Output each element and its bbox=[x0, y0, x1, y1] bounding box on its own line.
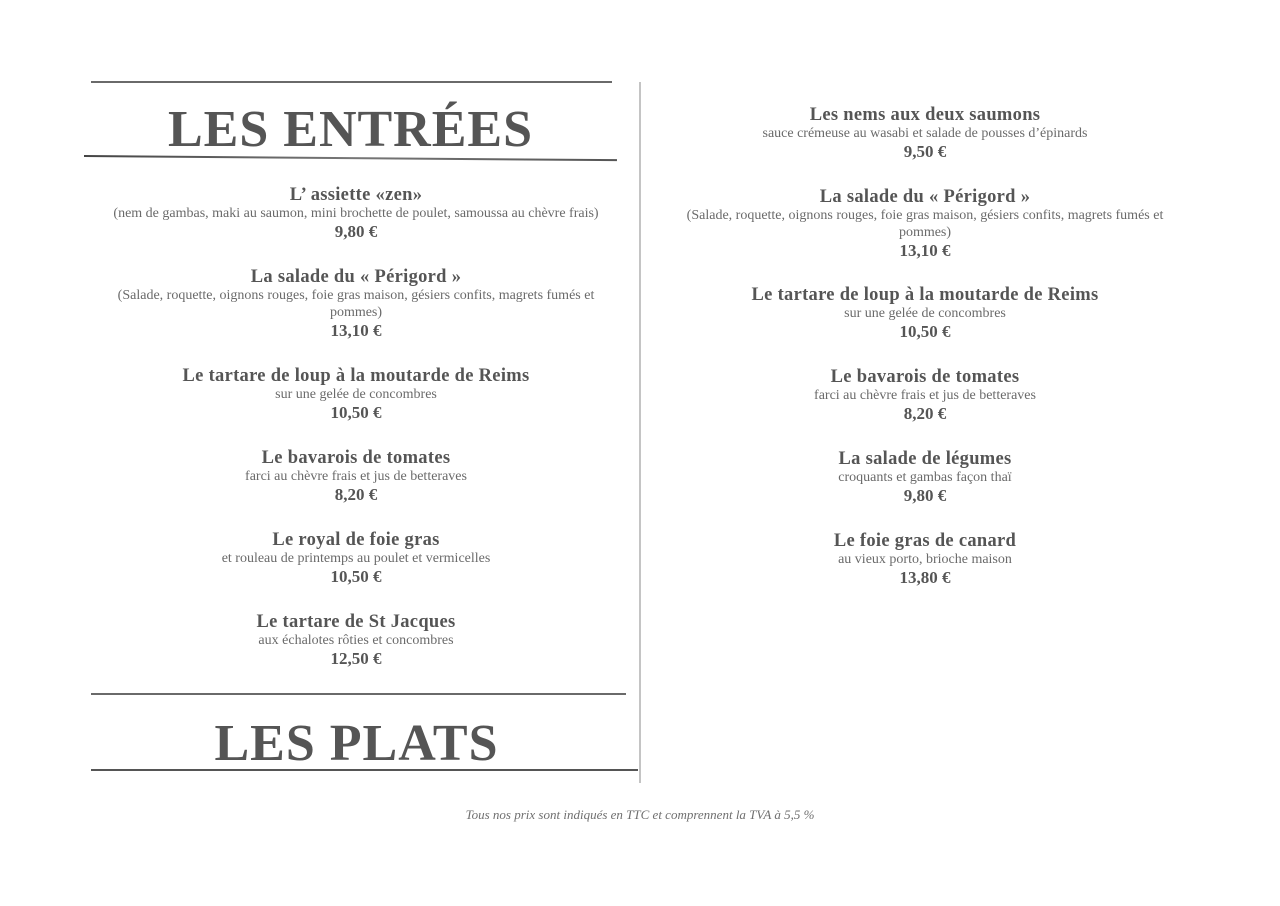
item-description: sur une gelée de concombres bbox=[844, 306, 1006, 321]
column-divider bbox=[639, 82, 641, 783]
item-name: Le tartare de St Jacques bbox=[256, 612, 456, 632]
item-description: (Salade, roquette, oignons rouges, foie gras maison, gésiers confits, magrets fumés et pommes) bbox=[117, 288, 595, 320]
menu-item bbox=[665, 367, 1185, 424]
menu-item bbox=[86, 366, 626, 423]
item-price: 9,50 € bbox=[903, 142, 947, 161]
item-name: La salade du « Périgord » bbox=[819, 187, 1031, 207]
item-price: 13,80 € bbox=[899, 568, 951, 587]
item-price: 13,10 € bbox=[330, 321, 382, 340]
item-name: La salade de légumes bbox=[838, 449, 1012, 469]
item-name: Le bavarois de tomates bbox=[830, 367, 1020, 387]
item-description: farci au chèvre frais et jus de betteraves bbox=[814, 388, 1036, 403]
item-price: 13,10 € bbox=[899, 241, 951, 260]
item-price: 10,50 € bbox=[899, 322, 951, 341]
item-description: croquants et gambas façon thaï bbox=[838, 470, 1012, 485]
item-name: Le foie gras de canard bbox=[833, 531, 1017, 551]
item-price: 9,80 € bbox=[903, 486, 947, 505]
item-name: Le tartare de loup à la moutarde de Reims bbox=[751, 285, 1099, 305]
menu-item bbox=[665, 105, 1185, 162]
item-description: (Salade, roquette, oignons rouges, foie gras maison, gésiers confits, magrets fumés et pommes) bbox=[686, 208, 1164, 240]
item-price: 9,80 € bbox=[334, 222, 378, 241]
price-footnote: Tous nos prix sont indiqués en TTC et comprennent la TVA à 5,5 % bbox=[465, 807, 815, 822]
item-price: 10,50 € bbox=[330, 567, 382, 586]
item-name: Le tartare de loup à la moutarde de Reims bbox=[182, 366, 530, 386]
left-menu-column bbox=[86, 0, 626, 906]
menu-item bbox=[86, 612, 626, 669]
menu-item bbox=[665, 187, 1185, 261]
item-name: Les nems aux deux saumons bbox=[809, 105, 1041, 125]
item-description: farci au chèvre frais et jus de betteraves bbox=[245, 469, 467, 484]
section-title-entrees: LES ENTRÉES bbox=[167, 101, 534, 158]
item-name: La salade du « Périgord » bbox=[250, 267, 462, 287]
item-price: 8,20 € bbox=[334, 485, 378, 504]
item-description: aux échalotes rôties et concombres bbox=[258, 633, 454, 648]
item-description: sauce crémeuse au wasabi et salade de pousses d’épinards bbox=[762, 126, 1088, 141]
menu-item bbox=[86, 185, 626, 242]
menu-item bbox=[86, 530, 626, 587]
item-price: 12,50 € bbox=[330, 649, 382, 668]
menu-item bbox=[86, 267, 626, 341]
menu-item bbox=[665, 531, 1185, 588]
menu-item bbox=[665, 449, 1185, 506]
menu-item bbox=[86, 448, 626, 505]
item-description: au vieux porto, brioche maison bbox=[838, 552, 1012, 567]
item-name: L’ assiette «zen» bbox=[289, 185, 423, 205]
section-title-plats: LES PLATS bbox=[214, 715, 499, 772]
item-price: 8,20 € bbox=[903, 404, 947, 423]
right-menu-column bbox=[665, 0, 1185, 906]
item-price: 10,50 € bbox=[330, 403, 382, 422]
item-description: et rouleau de printemps au poulet et vermicelles bbox=[221, 551, 491, 566]
item-description: sur une gelée de concombres bbox=[275, 387, 437, 402]
item-description: (nem de gambas, maki au saumon, mini brochette de poulet, samoussa au chèvre frais) bbox=[113, 206, 599, 221]
item-name: Le bavarois de tomates bbox=[261, 448, 451, 468]
item-name: Le royal de foie gras bbox=[272, 530, 440, 550]
menu-item bbox=[665, 285, 1185, 342]
